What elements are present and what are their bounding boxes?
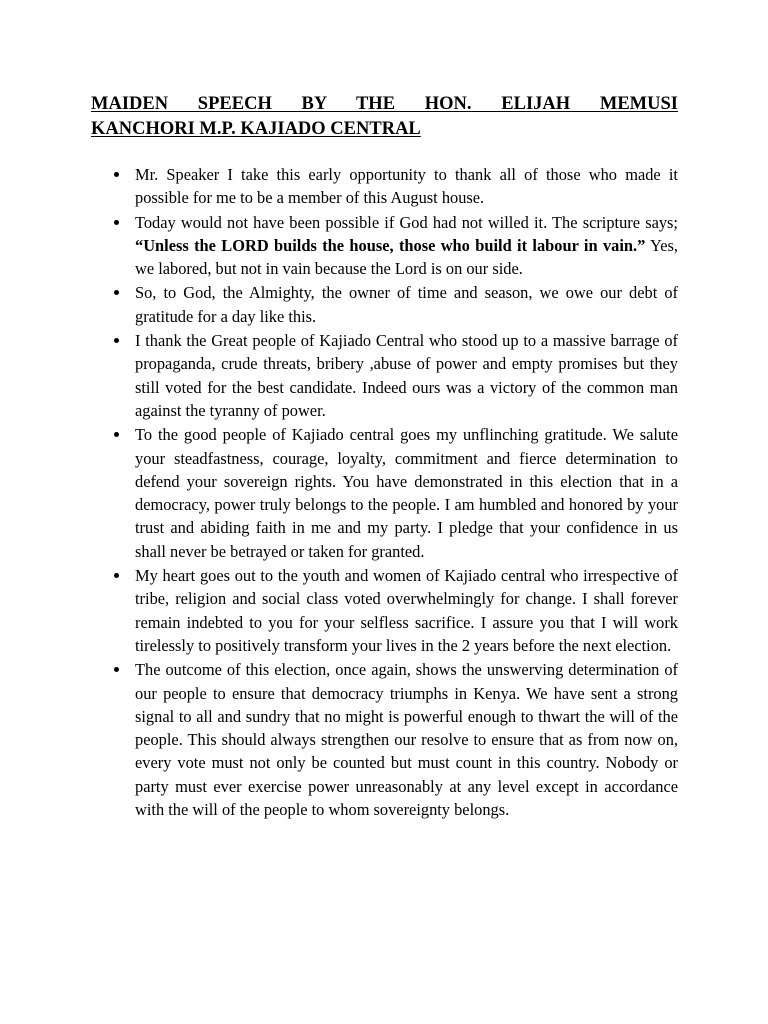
bullet-icon <box>114 432 119 437</box>
paragraph-text: To the good people of Kajiado central goes my unflinching gratitude. We salute your steadfastness, courage, loyalty, commitment and fierce determination to defend your sovereign rights. You have demonstrated in this election that in a democracy, power truly belongs to the people. I am humbled and honored by your trust and abiding faith in me and my party. I pledge that your confidence in us shall never be betrayed or taken for granted. <box>135 425 678 561</box>
speech-bullet-list <box>91 163 678 821</box>
speech-title-line-2: KANCHORI M.P. KAJIADO CENTRAL <box>91 119 421 139</box>
paragraph-text: So, to God, the Almighty, the owner of time and season, we owe our debt of gratitude for a day like this. <box>135 283 678 326</box>
speech-paragraph-1 <box>91 163 678 210</box>
speech-paragraph-7 <box>91 658 678 821</box>
paragraph-text: My heart goes out to the youth and women of Kajiado central who irrespective of tribe, religion and social class voted overwhelmingly for change. I shall forever remain indebted to you for your selfless sacrifice. I assure you that I will work tirelessly to positively transform your lives in the 2 years before the next election. <box>135 566 678 655</box>
paragraph-text-before-quote: Today would not have been possible if God had not willed it. The scripture says; <box>135 212 678 232</box>
speech-paragraph-2 <box>91 211 678 281</box>
bullet-icon <box>114 338 119 343</box>
speech-paragraph-4 <box>91 329 678 422</box>
paragraph-text: I thank the Great people of Kajiado Central who stood up to a massive barrage of propaganda, crude threats, bribery ,abuse of power and empty promises but they still voted for the best candidate. Indeed ours was a victory of the common man against the tyranny of power. <box>135 331 678 420</box>
speech-paragraph-6 <box>91 564 678 657</box>
bullet-icon <box>114 172 119 177</box>
speech-paragraph-5 <box>91 423 678 563</box>
speech-title-line-1: MAIDEN SPEECH BY THE HON. ELIJAH MEMUSI <box>91 94 678 114</box>
speech-paragraph-3 <box>91 281 678 328</box>
bullet-icon <box>114 573 119 578</box>
paragraph-text: The outcome of this election, once again, shows the unswerving determination of our people to ensure that democracy triumphs in Kenya. We have sent a strong signal to all and sundry that no might is powerful enough to thwart the will of the people. This should always strengthen our resolve to ensure that as from now on, every vote must not only be counted but must count in this country. Nobody or party must ever exercise power unreasonably at any level except in accordance with the will of the people to whom sovereignty belongs. <box>135 660 678 820</box>
scripture-quote: “Unless the LORD builds the house, those who build it labour in vain.” <box>135 235 646 255</box>
speech-title <box>91 92 678 142</box>
bullet-icon <box>114 220 119 225</box>
bullet-icon <box>114 667 119 672</box>
bullet-icon <box>114 290 119 295</box>
paragraph-text-after-quote: Yes, we labored, but not in vain because the Lord is on our side. <box>135 235 679 279</box>
paragraph-text: Mr. Speaker I take this early opportunity to thank all of those who made it possible for me to be a member of this August house. <box>135 165 678 208</box>
